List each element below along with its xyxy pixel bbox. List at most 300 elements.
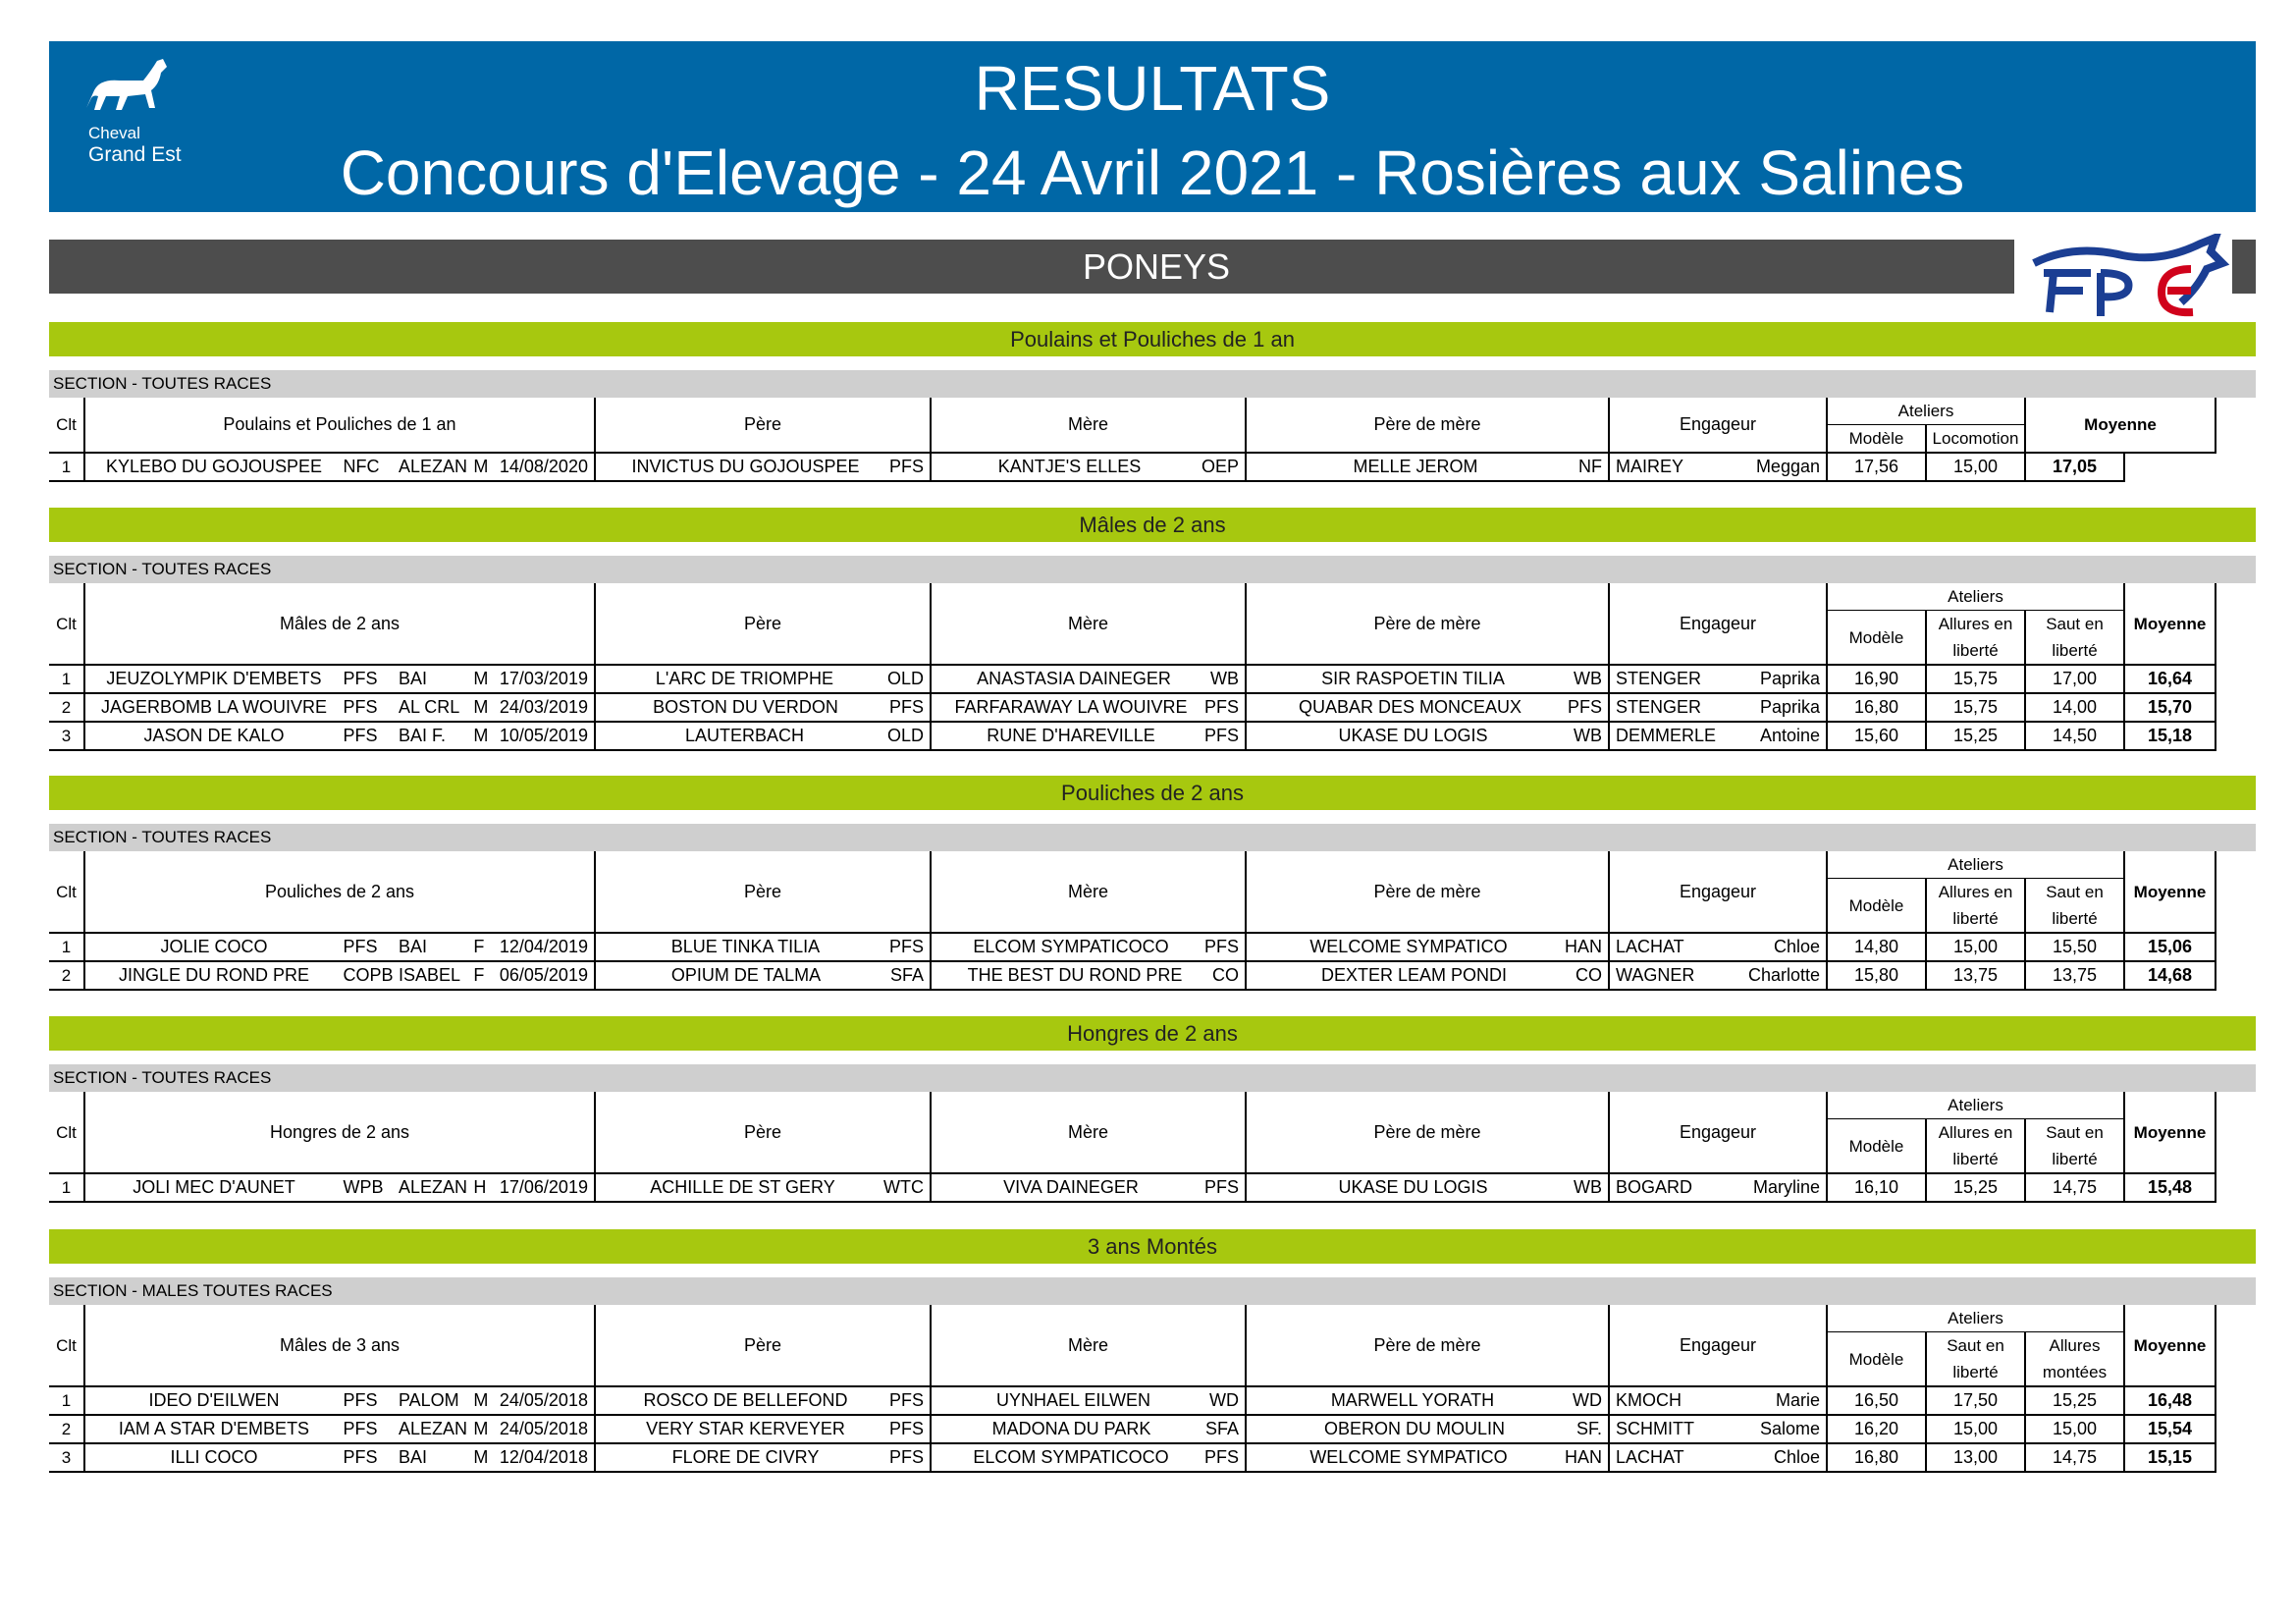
rank-cell: 2 (49, 693, 84, 722)
engageur-header: Engageur (1609, 1092, 1827, 1173)
moyenne-cell: 17,05 (2025, 453, 2124, 481)
atelier2-header (1926, 879, 2025, 934)
engageur-cell (1609, 722, 1827, 750)
horse-cell (84, 693, 595, 722)
horse-cell (84, 1415, 595, 1443)
ateliers-header: Ateliers (1827, 851, 2124, 879)
horse-race: PFS (343, 1390, 378, 1410)
clt-header: Clt (49, 1092, 84, 1173)
score-atelier3: 14,75 (2025, 1173, 2124, 1202)
pere-de-mere-header: Père de mère (1246, 583, 1609, 665)
horse-sexe: M (473, 697, 489, 717)
pere-de-mere-cell (1246, 961, 1609, 990)
engageur-prenom: Antoine (1759, 726, 1820, 745)
mere-name: MADONA DU PARK (991, 1419, 1151, 1438)
pere-race: PFS (888, 457, 924, 476)
moyenne-cell: 16,64 (2124, 665, 2216, 693)
atelier2-label: liberté (1952, 1363, 1999, 1381)
modele-header: Modèle (1827, 425, 1926, 454)
mere-cell (931, 665, 1246, 693)
horse-race: NFC (343, 457, 380, 476)
section-header (49, 556, 2256, 583)
horse-name: JEUZOLYMPIK D'EMBETS (106, 669, 322, 688)
table-row (49, 933, 2216, 961)
atelier2-header (1926, 1119, 2025, 1174)
horse-robe: AL CRL (398, 697, 460, 717)
pere-de-mere-cell (1246, 693, 1609, 722)
score-atelier3: 14,00 (2025, 693, 2124, 722)
pere-de-mere-header: Père de mère (1246, 1305, 1609, 1386)
moyenne-cell: 15,54 (2124, 1415, 2216, 1443)
horse-race: PFS (343, 726, 378, 745)
pere-de-mere-cell (1246, 1386, 1609, 1415)
pere-cell (595, 933, 931, 961)
atelier2-label: liberté (1952, 1150, 1999, 1168)
moyenne-cell: 15,15 (2124, 1443, 2216, 1472)
pere-de-mere-race: WD (1573, 1390, 1602, 1410)
pere-de-mere-name: UKASE DU LOGIS (1338, 726, 1488, 745)
atelier3-label: liberté (2052, 1150, 2098, 1168)
pere-race: PFS (888, 1419, 924, 1438)
score-atelier2: 15,00 (1926, 1415, 2025, 1443)
pere-cell (595, 693, 931, 722)
atelier2-header (1926, 425, 2025, 454)
category-label: PONEYS (1082, 246, 1231, 287)
horse-cell (84, 1443, 595, 1472)
section-label: SECTION - MALES TOUTES RACES (53, 1281, 333, 1300)
rank-cell: 1 (49, 1173, 84, 1202)
section-header (49, 824, 2256, 851)
score-atelier3: 14,75 (2025, 1443, 2124, 1472)
pere-de-mere-name: UKASE DU LOGIS (1338, 1177, 1488, 1197)
engageur-prenom: Chloe (1773, 937, 1820, 956)
pere-cell (595, 961, 931, 990)
pere-de-mere-race: PFS (1567, 697, 1602, 717)
pere-race: OLD (886, 669, 924, 688)
col-title-header: Poulains et Pouliches de 1 an (84, 398, 595, 453)
mere-cell (931, 1415, 1246, 1443)
atelier2-label: liberté (1952, 641, 1999, 660)
clt-header: Clt (49, 1305, 84, 1386)
score-modele: 17,56 (1827, 453, 1926, 481)
atelier2-label: liberté (1952, 909, 1999, 928)
rank-cell: 1 (49, 453, 84, 481)
moyenne-cell: 16,48 (2124, 1386, 2216, 1415)
horse-robe: PALOM (398, 1390, 459, 1410)
horse-name: JOLIE COCO (160, 937, 268, 956)
moyenne-cell: 15,70 (2124, 693, 2216, 722)
horse-name: JASON DE KALO (143, 726, 285, 745)
moyenne-cell: 15,06 (2124, 933, 2216, 961)
mere-race: WB (1210, 669, 1239, 688)
horse-sexe: H (473, 1177, 487, 1197)
table-row (49, 1415, 2216, 1443)
engageur-cell (1609, 1443, 1827, 1472)
category-header: Pouliches de 2 ans (49, 776, 2256, 810)
pere-race: PFS (888, 1390, 924, 1410)
horse-name: ILLI COCO (170, 1447, 258, 1467)
mere-name: UYNHAEL EILWEN (995, 1390, 1151, 1410)
score-atelier2: 15,75 (1926, 693, 2025, 722)
score-modele: 14,80 (1827, 933, 1926, 961)
modele-header: Modèle (1827, 879, 1926, 934)
engageur-prenom: Paprika (1759, 669, 1820, 688)
pere-name: LAUTERBACH (684, 726, 804, 745)
atelier2-label: Saut en (1947, 1336, 2004, 1355)
pere-de-mere-race: HAN (1564, 1447, 1602, 1467)
score-atelier2: 15,25 (1926, 1173, 2025, 1202)
moyenne-header: Moyenne (2124, 851, 2216, 933)
engageur-nom: LACHAT (1616, 1447, 1684, 1467)
engageur-cell (1609, 1386, 1827, 1415)
score-modele: 16,20 (1827, 1415, 1926, 1443)
pere-de-mere-cell (1246, 1415, 1609, 1443)
horse-cell (84, 1386, 595, 1415)
rank-cell: 1 (49, 665, 84, 693)
pere-de-mere-name: WELCOME SYMPATICO (1309, 937, 1508, 956)
horse-birthdate: 14/08/2020 (499, 457, 588, 476)
pere-de-mere-race: NF (1578, 457, 1602, 476)
engageur-cell (1609, 453, 1827, 481)
atelier3-header (2025, 1332, 2124, 1387)
horse-cell (84, 1173, 595, 1202)
horse-robe: ALEZAN (398, 1177, 467, 1197)
pere-de-mere-name: QUABAR DES MONCEAUX (1298, 697, 1522, 717)
atelier3-label: montées (2042, 1363, 2108, 1381)
horse-birthdate: 12/04/2019 (499, 937, 588, 956)
col-title-header: Mâles de 2 ans (84, 583, 595, 665)
pere-de-mere-name: SIR RASPOETIN TILIA (1321, 669, 1505, 688)
mere-header: Mère (931, 851, 1246, 933)
section-label: SECTION - TOUTES RACES (53, 828, 272, 846)
atelier3-header (2025, 1119, 2124, 1174)
pere-race: PFS (888, 697, 924, 717)
mere-header: Mère (931, 1305, 1246, 1386)
pere-race: OLD (886, 726, 924, 745)
mere-header: Mère (931, 583, 1246, 665)
horse-name: KYLEBO DU GOJOUSPEE (105, 457, 323, 476)
pere-race: PFS (888, 937, 924, 956)
atelier2-label: Allures en (1938, 883, 2013, 901)
rank-cell: 1 (49, 933, 84, 961)
pere-de-mere-header: Père de mère (1246, 398, 1609, 453)
mere-cell (931, 453, 1246, 481)
mere-header: Mère (931, 1092, 1246, 1173)
modele-header: Modèle (1827, 611, 1926, 666)
clt-header: Clt (49, 583, 84, 665)
engageur-nom: LACHAT (1616, 937, 1684, 956)
results-table (49, 1305, 2216, 1473)
pere-name: VERY STAR KERVEYER (646, 1419, 845, 1438)
engageur-nom: STENGER (1616, 669, 1702, 688)
engageur-prenom: Meggan (1755, 457, 1820, 476)
engageur-prenom: Charlotte (1747, 965, 1820, 985)
pere-de-mere-name: OBERON DU MOULIN (1323, 1419, 1505, 1438)
horse-sexe: M (473, 1447, 489, 1467)
engageur-cell (1609, 961, 1827, 990)
horse-birthdate: 24/05/2018 (499, 1390, 588, 1410)
score-modele: 16,80 (1827, 1443, 1926, 1472)
moyenne-cell: 15,18 (2124, 722, 2216, 750)
moyenne-cell: 15,48 (2124, 1173, 2216, 1202)
horse-race: PFS (343, 697, 378, 717)
atelier3-label: Saut en (2046, 1123, 2104, 1142)
logo-text-line1: Cheval (88, 124, 140, 142)
results-table (49, 398, 2216, 482)
pere-race: PFS (888, 1447, 924, 1467)
pere-header: Père (595, 1305, 931, 1386)
horse-robe: ALEZAN (398, 457, 467, 476)
section-label: SECTION - TOUTES RACES (53, 374, 272, 393)
engageur-header: Engageur (1609, 851, 1827, 933)
score-atelier2: 17,50 (1926, 1386, 2025, 1415)
section-header (49, 1064, 2256, 1092)
horse-sexe: F (473, 965, 485, 985)
atelier2-header (1926, 1332, 2025, 1387)
engageur-prenom: Salome (1759, 1419, 1820, 1438)
horse-cell (84, 961, 595, 990)
atelier3-label: Saut en (2046, 615, 2104, 633)
engageur-cell (1609, 1173, 1827, 1202)
pere-cell (595, 1173, 931, 1202)
pere-header: Père (595, 398, 931, 453)
engageur-nom: STENGER (1616, 697, 1702, 717)
horse-birthdate: 17/06/2019 (499, 1177, 588, 1197)
horse-robe: BAI F. (398, 726, 446, 745)
pere-cell (595, 1415, 931, 1443)
pere-de-mere-header: Père de mère (1246, 1092, 1609, 1173)
logo-text-line2: Grand Est (88, 143, 182, 166)
mere-cell (931, 1386, 1246, 1415)
modele-header: Modèle (1827, 1332, 1926, 1387)
pere-name: OPIUM DE TALMA (670, 965, 822, 985)
moyenne-header: Moyenne (2124, 1305, 2216, 1386)
pere-de-mere-header: Père de mère (1246, 851, 1609, 933)
pere-de-mere-race: HAN (1564, 937, 1602, 956)
pere-name: ACHILLE DE ST GERY (650, 1177, 835, 1197)
results-table (49, 851, 2216, 991)
engageur-cell (1609, 1415, 1827, 1443)
horse-sexe: M (473, 726, 489, 745)
table-row (49, 693, 2216, 722)
pere-de-mere-cell (1246, 722, 1609, 750)
pere-cell (595, 722, 931, 750)
pere-de-mere-cell (1246, 1173, 1609, 1202)
horse-birthdate: 12/04/2018 (499, 1447, 588, 1467)
mere-cell (931, 1443, 1246, 1472)
horse-race: PFS (343, 669, 378, 688)
horse-name: JAGERBOMB LA WOUIVRE (100, 697, 328, 717)
pere-cell (595, 453, 931, 481)
engageur-prenom: Marie (1775, 1390, 1820, 1410)
horse-sexe: M (473, 1419, 489, 1438)
rank-cell: 2 (49, 1415, 84, 1443)
mere-race: PFS (1203, 1177, 1239, 1197)
results-table (49, 583, 2216, 751)
horse-race: PFS (343, 1419, 378, 1438)
mere-cell (931, 961, 1246, 990)
pere-de-mere-race: CO (1575, 965, 1602, 985)
horse-robe: BAI (398, 1447, 427, 1467)
score-atelier3: 17,00 (2025, 665, 2124, 693)
col-title-header: Mâles de 3 ans (84, 1305, 595, 1386)
horse-robe: BAI (398, 937, 427, 956)
pere-name: INVICTUS DU GOJOUSPEE (631, 457, 860, 476)
atelier3-header (2025, 879, 2124, 934)
mere-cell (931, 933, 1246, 961)
score-atelier2: 15,25 (1926, 722, 2025, 750)
category-header: 3 ans Montés (49, 1229, 2256, 1264)
mere-cell (931, 1173, 1246, 1202)
pere-de-mere-name: MELLE JEROM (1353, 457, 1478, 476)
table-row (49, 1173, 2216, 1202)
page-subtitle: Concours d'Elevage - 24 Avril 2021 - Rosières aux Salines (340, 137, 1965, 208)
atelier2-label: Allures en (1938, 1123, 2013, 1142)
engageur-nom: DEMMERLE (1616, 726, 1717, 745)
engageur-cell (1609, 933, 1827, 961)
ateliers-header: Ateliers (1827, 1092, 2124, 1119)
engageur-nom: MAIREY (1616, 457, 1684, 476)
atelier2-label: Allures en (1938, 615, 2013, 633)
mere-cell (931, 693, 1246, 722)
atelier3-label: Allures (2049, 1336, 2101, 1355)
atelier3-label: liberté (2052, 641, 2098, 660)
score-atelier3: 15,50 (2025, 933, 2124, 961)
engageur-nom: SCHMITT (1616, 1419, 1694, 1438)
pere-race: WTC (883, 1177, 924, 1197)
horse-robe: ALEZAN (398, 1419, 467, 1438)
atelier3-header (2025, 611, 2124, 666)
horse-name: IAM A STAR D'EMBETS (118, 1419, 310, 1438)
mere-name: KANTJE'S ELLES (997, 457, 1142, 476)
pere-name: BLUE TINKA TILIA (670, 937, 821, 956)
col-title-header: Hongres de 2 ans (84, 1092, 595, 1173)
table-row (49, 453, 2216, 481)
pere-de-mere-race: SF. (1575, 1419, 1602, 1438)
moyenne-header: Moyenne (2025, 398, 2216, 453)
pony-logo-icon (2014, 234, 2232, 324)
horse-birthdate: 06/05/2019 (499, 965, 588, 985)
pere-name: FLORE DE CIVRY (671, 1447, 820, 1467)
engageur-nom: KMOCH (1616, 1390, 1682, 1410)
horse-birthdate: 24/03/2019 (499, 697, 588, 717)
rank-cell: 3 (49, 722, 84, 750)
moyenne-cell: 14,68 (2124, 961, 2216, 990)
horse-sexe: M (473, 669, 489, 688)
engageur-header: Engageur (1609, 1305, 1827, 1386)
score-atelier3: 15,25 (2025, 1386, 2124, 1415)
horse-sexe: M (473, 1390, 489, 1410)
category-bar-poneys (49, 240, 2256, 294)
score-atelier3: 15,00 (2025, 1415, 2124, 1443)
horse-race: WPB (343, 1177, 384, 1197)
ateliers-header: Ateliers (1827, 1305, 2124, 1332)
rank-cell: 3 (49, 1443, 84, 1472)
table-row (49, 1386, 2216, 1415)
horse-name: JOLI MEC D'AUNET (133, 1177, 295, 1197)
horse-cell (84, 933, 595, 961)
horse-birthdate: 17/03/2019 (499, 669, 588, 688)
table-row (49, 665, 2216, 693)
pere-cell (595, 1386, 931, 1415)
mere-cell (931, 722, 1246, 750)
score-modele: 16,10 (1827, 1173, 1926, 1202)
pere-de-mere-name: MARWELL YORATH (1330, 1390, 1495, 1410)
moyenne-header: Moyenne (2124, 1092, 2216, 1173)
engageur-prenom: Chloe (1773, 1447, 1820, 1467)
mere-name: ELCOM SYMPATICOCO (973, 1447, 1169, 1467)
mere-race: CO (1212, 965, 1239, 985)
pere-de-mere-name: DEXTER LEAM PONDI (1320, 965, 1508, 985)
mere-name: THE BEST DU ROND PRE (967, 965, 1183, 985)
horse-race: PFS (343, 937, 378, 956)
mere-name: RUNE D'HAREVILLE (987, 726, 1155, 745)
mere-race: PFS (1203, 1447, 1239, 1467)
mere-name: ANASTASIA DAINEGER (977, 669, 1171, 688)
section-label: SECTION - TOUTES RACES (53, 1068, 272, 1087)
score-modele: 16,80 (1827, 693, 1926, 722)
score-modele: 16,90 (1827, 665, 1926, 693)
pere-name: BOSTON DU VERDON (653, 697, 838, 717)
mere-race: WD (1209, 1390, 1239, 1410)
table-row (49, 961, 2216, 990)
horse-cell (84, 453, 595, 481)
category-header: Mâles de 2 ans (49, 508, 2256, 542)
engageur-prenom: Paprika (1759, 697, 1820, 717)
score-atelier2: 15,00 (1926, 453, 2025, 481)
engageur-cell (1609, 665, 1827, 693)
pere-de-mere-race: WB (1574, 1177, 1602, 1197)
horse-sexe: F (473, 937, 485, 956)
pere-race: SFA (889, 965, 924, 985)
engageur-nom: BOGARD (1616, 1177, 1693, 1197)
pere-de-mere-cell (1246, 1443, 1609, 1472)
moyenne-header: Moyenne (2124, 583, 2216, 665)
horse-race: PFS (343, 1447, 378, 1467)
pere-name: L'ARC DE TRIOMPHE (655, 669, 834, 688)
horse-race: COPB (343, 965, 394, 985)
pere-de-mere-name: WELCOME SYMPATICO (1309, 1447, 1508, 1467)
pere-de-mere-cell (1246, 453, 1609, 481)
section-header (49, 1277, 2256, 1305)
mere-header: Mère (931, 398, 1246, 453)
category-header: Poulains et Pouliches de 1 an (49, 322, 2256, 356)
category-header: Hongres de 2 ans (49, 1016, 2256, 1051)
mere-name: FARFARAWAY LA WOUIVRE (954, 697, 1188, 717)
mere-race: PFS (1203, 726, 1239, 745)
atelier3-label: liberté (2052, 909, 2098, 928)
horse-cell (84, 665, 595, 693)
engageur-header: Engageur (1609, 583, 1827, 665)
engageur-cell (1609, 693, 1827, 722)
clt-header: Clt (49, 851, 84, 933)
pere-de-mere-race: WB (1574, 669, 1602, 688)
mere-name: VIVA DAINEGER (1003, 1177, 1139, 1197)
score-atelier2: 13,00 (1926, 1443, 2025, 1472)
score-atelier3: 14,50 (2025, 722, 2124, 750)
pere-cell (595, 665, 931, 693)
score-modele: 16,50 (1827, 1386, 1926, 1415)
horse-cell (84, 722, 595, 750)
pere-name: ROSCO DE BELLEFOND (643, 1390, 848, 1410)
col-title-header: Pouliches de 2 ans (84, 851, 595, 933)
rank-cell: 2 (49, 961, 84, 990)
horse-name: IDEO D'EILWEN (148, 1390, 280, 1410)
score-modele: 15,80 (1827, 961, 1926, 990)
pere-de-mere-cell (1246, 933, 1609, 961)
mere-name: ELCOM SYMPATICOCO (973, 937, 1169, 956)
engageur-nom: WAGNER (1616, 965, 1695, 985)
